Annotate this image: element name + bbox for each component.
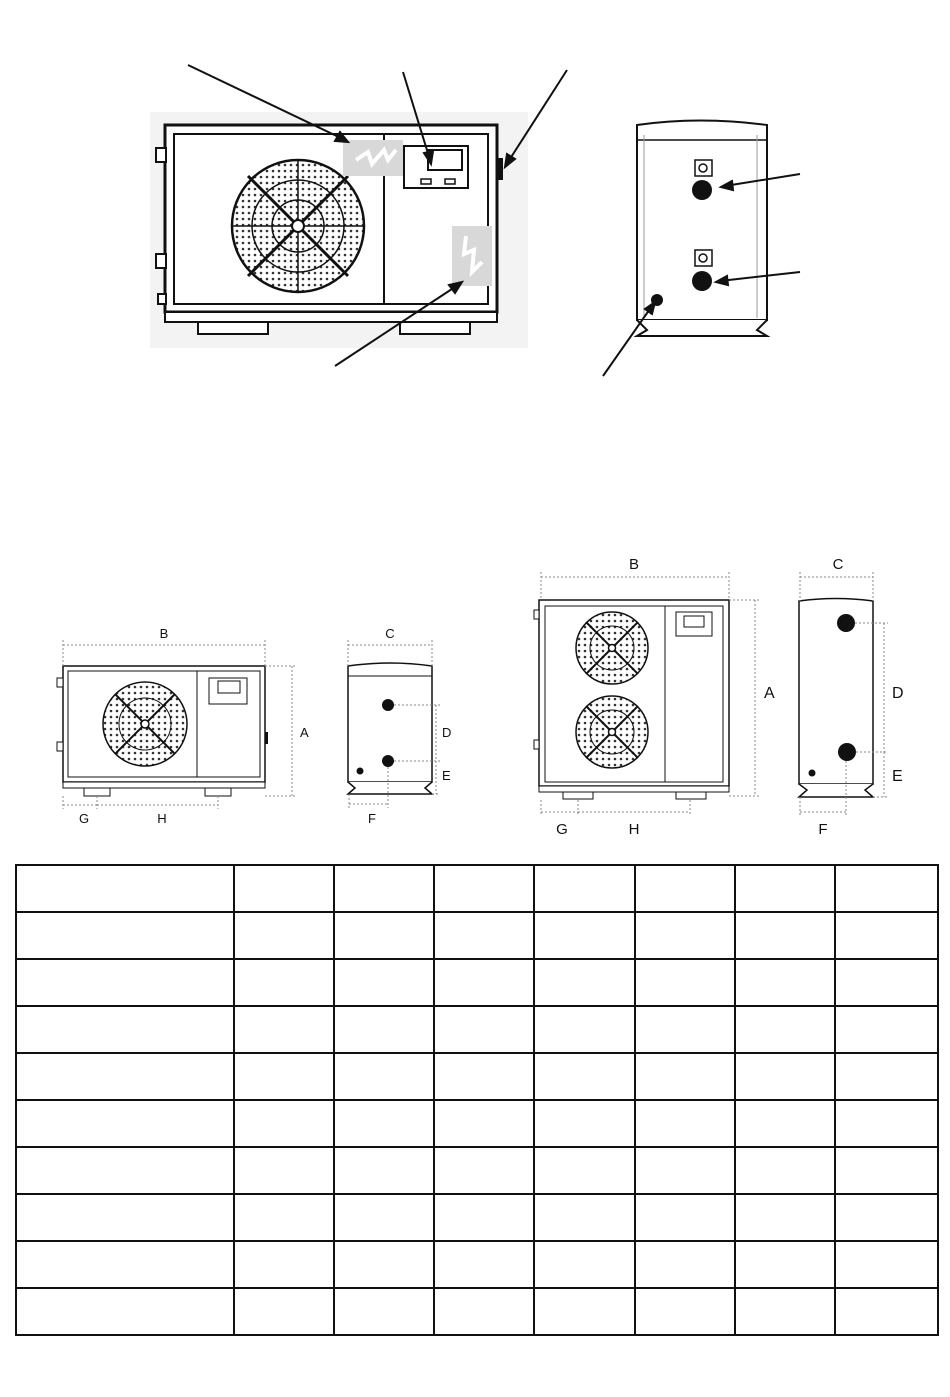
table-row bbox=[16, 865, 938, 912]
dim-label-a: A bbox=[764, 685, 775, 702]
table-cell bbox=[534, 1241, 635, 1288]
table-cell bbox=[835, 865, 938, 912]
dim-label-g: G bbox=[556, 821, 568, 838]
water-pipe-stub bbox=[156, 254, 166, 268]
table-cell bbox=[334, 1053, 434, 1100]
table-cell bbox=[635, 912, 735, 959]
dim-label-b: B bbox=[628, 556, 640, 573]
dim-label-c: C bbox=[385, 626, 395, 641]
table-cell bbox=[16, 1006, 234, 1053]
table-cell bbox=[234, 1241, 334, 1288]
table-cell bbox=[234, 912, 334, 959]
dim-label-d: D bbox=[442, 725, 452, 740]
table-cell bbox=[735, 1100, 835, 1147]
table-cell bbox=[534, 1053, 635, 1100]
table-cell bbox=[735, 959, 835, 1006]
table-cell bbox=[334, 1147, 434, 1194]
table-cell bbox=[635, 1241, 735, 1288]
fan-grille bbox=[232, 160, 364, 292]
table-cell bbox=[534, 1100, 635, 1147]
table-cell bbox=[234, 1100, 334, 1147]
electric-warning-label bbox=[343, 140, 403, 176]
table-cell bbox=[635, 1053, 735, 1100]
table-cell bbox=[234, 1006, 334, 1053]
electric-warning-label bbox=[452, 226, 492, 286]
table-cell bbox=[234, 1053, 334, 1100]
table-row bbox=[16, 1194, 938, 1241]
dim-label-h: H bbox=[157, 811, 167, 826]
dim-label-g: G bbox=[78, 811, 90, 826]
power-switch bbox=[497, 158, 503, 180]
water-pipe-stub bbox=[156, 148, 166, 162]
table-cell bbox=[16, 1100, 234, 1147]
table-cell bbox=[735, 1288, 835, 1335]
table-cell bbox=[635, 1147, 735, 1194]
table-cell bbox=[16, 1053, 234, 1100]
table-cell bbox=[434, 1194, 534, 1241]
table-cell bbox=[334, 959, 434, 1006]
table-cell bbox=[735, 1147, 835, 1194]
table-cell bbox=[234, 865, 334, 912]
table-row bbox=[16, 1288, 938, 1335]
dim-label-d: D bbox=[892, 685, 904, 702]
table-row bbox=[16, 1147, 938, 1194]
table-cell bbox=[334, 1194, 434, 1241]
table-cell bbox=[234, 1194, 334, 1241]
dim-label-b: B bbox=[159, 626, 169, 641]
table-cell bbox=[434, 865, 534, 912]
table-cell bbox=[835, 1006, 938, 1053]
table-cell bbox=[534, 1288, 635, 1335]
table-cell bbox=[534, 865, 635, 912]
table-cell bbox=[835, 959, 938, 1006]
table-cell bbox=[835, 1053, 938, 1100]
table-cell bbox=[16, 959, 234, 1006]
table-cell bbox=[234, 1288, 334, 1335]
table-row bbox=[16, 1006, 938, 1053]
table-cell bbox=[16, 1288, 234, 1335]
table-row bbox=[16, 912, 938, 959]
base-plate bbox=[165, 312, 497, 322]
table-cell bbox=[434, 1006, 534, 1053]
table-row bbox=[16, 959, 938, 1006]
table-cell bbox=[635, 865, 735, 912]
table-cell bbox=[434, 1241, 534, 1288]
table-cell bbox=[334, 1288, 434, 1335]
table-row bbox=[16, 1241, 938, 1288]
small-unit-side-drawing bbox=[348, 663, 432, 794]
table-cell bbox=[835, 1100, 938, 1147]
table-cell bbox=[334, 865, 434, 912]
unit-side-view bbox=[637, 121, 767, 337]
dimensions-table bbox=[15, 864, 939, 1336]
table-cell bbox=[835, 1288, 938, 1335]
table-cell bbox=[334, 1006, 434, 1053]
small-unit-front-drawing bbox=[57, 666, 268, 796]
table-cell bbox=[735, 865, 835, 912]
foot-right bbox=[400, 322, 470, 334]
table-cell bbox=[16, 865, 234, 912]
table-cell bbox=[16, 1194, 234, 1241]
dim-label-e: E bbox=[892, 768, 903, 785]
table-cell bbox=[534, 1147, 635, 1194]
table-row bbox=[16, 1053, 938, 1100]
table-cell bbox=[635, 1100, 735, 1147]
table-cell bbox=[835, 1147, 938, 1194]
table-cell bbox=[334, 1241, 434, 1288]
table-cell bbox=[16, 1241, 234, 1288]
table-cell bbox=[835, 1241, 938, 1288]
unit-front-view bbox=[150, 112, 528, 348]
dim-label-c: C bbox=[832, 556, 844, 573]
dim-label-h: H bbox=[628, 821, 640, 838]
table-cell bbox=[835, 1194, 938, 1241]
table-cell bbox=[534, 959, 635, 1006]
table-cell bbox=[16, 912, 234, 959]
table-cell bbox=[534, 912, 635, 959]
table-cell bbox=[534, 1194, 635, 1241]
dim-label-a: A bbox=[300, 725, 309, 740]
dim-label-f: F bbox=[818, 821, 828, 838]
table-cell bbox=[234, 959, 334, 1006]
table-cell bbox=[635, 1194, 735, 1241]
table-cell bbox=[434, 959, 534, 1006]
table-cell bbox=[434, 912, 534, 959]
table-cell bbox=[635, 959, 735, 1006]
water-outlet-label bbox=[695, 160, 712, 176]
dim-label-e: E bbox=[442, 768, 451, 783]
table-cell bbox=[334, 912, 434, 959]
table-cell bbox=[735, 1006, 835, 1053]
water-inlet-label bbox=[695, 250, 712, 266]
large-unit-front-drawing bbox=[534, 600, 729, 799]
control-panel bbox=[404, 146, 468, 188]
large-unit-side-drawing bbox=[799, 599, 873, 798]
table-cell bbox=[534, 1006, 635, 1053]
table-cell bbox=[735, 912, 835, 959]
water-outlet bbox=[692, 180, 712, 200]
table-cell bbox=[434, 1053, 534, 1100]
table-cell bbox=[434, 1100, 534, 1147]
table-cell bbox=[334, 1100, 434, 1147]
table-cell bbox=[835, 912, 938, 959]
table-cell bbox=[434, 1147, 534, 1194]
base bbox=[637, 320, 767, 336]
table-row bbox=[16, 1100, 938, 1147]
foot-left bbox=[198, 322, 268, 334]
dim-label-f: F bbox=[368, 811, 376, 826]
table-cell bbox=[735, 1053, 835, 1100]
table-cell bbox=[735, 1194, 835, 1241]
table-cell bbox=[16, 1147, 234, 1194]
table-cell bbox=[635, 1288, 735, 1335]
table-cell bbox=[735, 1241, 835, 1288]
water-inlet bbox=[692, 271, 712, 291]
table-cell bbox=[434, 1288, 534, 1335]
table-cell bbox=[234, 1147, 334, 1194]
table-cell bbox=[635, 1006, 735, 1053]
